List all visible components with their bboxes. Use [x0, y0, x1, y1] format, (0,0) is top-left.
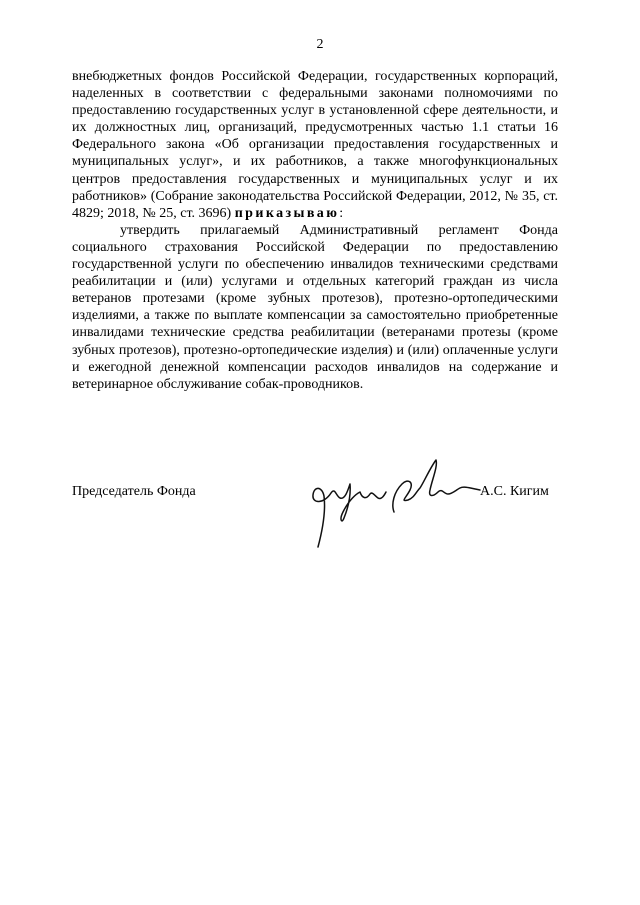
- paragraph-order-item: утвердить прилагаемый Административный регламент Фонда социального страхования Российской Федерации по предоставлению государственной услуги по обеспечению инвалидов техническими средствами реабилитации и (или) услугами и отдельных категорий граждан из числа ветеранов протезами (кроме зубных протезов), протезно-ортопедическими изделиями, а также по выплате компенсации за самостоятельно приобретенные инвалидами технические средства реабилитации (ветеранами протезы (кроме зубных протезов), протезно-ортопедические изделия) и (или) оплаченные услуги и ежегодной денежной компенсации расходов инвалидов на содержание и ветеринарное обслуживание собак-проводников.: [72, 222, 558, 392]
- page-number: 2: [316, 37, 324, 52]
- order-keyword-colon: :: [339, 205, 344, 221]
- order-keyword: приказываю: [234, 205, 340, 221]
- preamble-text: внебюджетных фондов Российской Федерации, государственных корпораций, наделенных в соответствии с федеральными законами полномочиями по предоставлению государственных услуг в установленной сфере деятельности, и их должностных лиц, организаций, предусмотренных частью 1.1 статьи 16 Федерального закона «Об организации предоставления государственных и муниципальных услуг», и их работников, а также многофункциональных центров предоставления государственных и муниципальных услуг и их работников» (Собрание законодательства Российской Федерации, 2012, № 35, ст. 4829; 2018, № 25, ст. 3696): [72, 69, 558, 221]
- paragraph-preamble-continuation: [72, 68, 558, 222]
- handwritten-signature: [304, 452, 484, 552]
- document-body: [72, 68, 558, 393]
- signatory-title: Председатель Фонда: [72, 484, 196, 499]
- signatory-name: А.С. Кигим: [480, 484, 549, 499]
